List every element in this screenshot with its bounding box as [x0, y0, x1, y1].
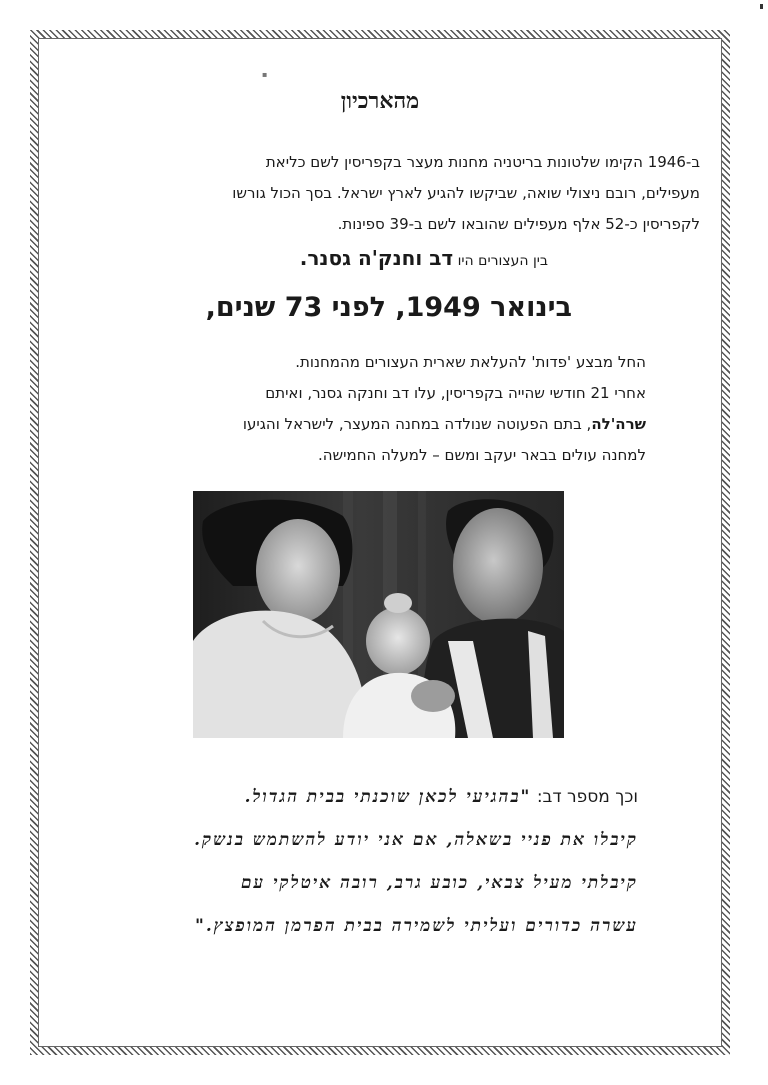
scan-speck: ▪ [262, 70, 268, 79]
detainees-prefix: בין העצורים היו [457, 253, 548, 269]
quote-intro: וכך מספר דב: [536, 787, 638, 807]
date-headline: בינואר 1949, לפני 73 שנים, [205, 292, 572, 323]
story-line: אחרי 21 חודשי שהייה בקפריסין, עלו דב וחנקה גסנר, ואיתם [265, 384, 646, 402]
scan-speck [760, 4, 763, 9]
intro-line: ב-1946 הקימו שלטונות בריטניה מחנות מעצר בקפריסין לשם כליאת [265, 153, 700, 171]
document-title: מהארכיון [340, 88, 420, 114]
intro-line: מעפילים, רובם ניצולי שואה, שביקשו להגיע לארץ ישראל. בסך הכול גורשו [232, 184, 700, 202]
quote-block [194, 776, 638, 948]
quote-text: "בהגיעי לכאן שוכנתי בבית הגדול. [244, 787, 532, 807]
quote-line: קיבלתי מעיל צבאי, כובע גרב, רובה איטלקי עם [240, 873, 638, 893]
story-line-rest: , בתם הפעוטה שנולדה במחנה המעצר, לישראל והגיעו [242, 415, 592, 433]
quote-line [194, 776, 638, 819]
quote-line: עשרה כדורים ועליתי לשמירה בבית הפרמן המופצץ." [194, 916, 638, 936]
intro-line: לקפריסין כ-52 אלף מעפילים שהובאו לשם ב-39 ספינות. [337, 215, 700, 233]
quote-line: קיבלו את פניי בשאלה, אם אני יודע להשתמש בנשק. [194, 830, 638, 850]
detainees-line [300, 246, 548, 273]
intro-paragraph [232, 147, 700, 240]
story-line: החל מבצע 'פדות' להעלאת שארית העצורים מהמחנות. [295, 353, 646, 371]
story-bold-name: שרה'לה [591, 415, 646, 433]
story-line: למחנה עולים בבאר יעקב ומשם – למעלה החמישה. [317, 446, 646, 464]
story-paragraph [243, 347, 646, 471]
story-line [243, 409, 646, 440]
detainees-names: דב וחנק'ה גסנר. [299, 246, 454, 270]
family-photo [193, 491, 564, 738]
family-photo-illustration [193, 491, 564, 738]
